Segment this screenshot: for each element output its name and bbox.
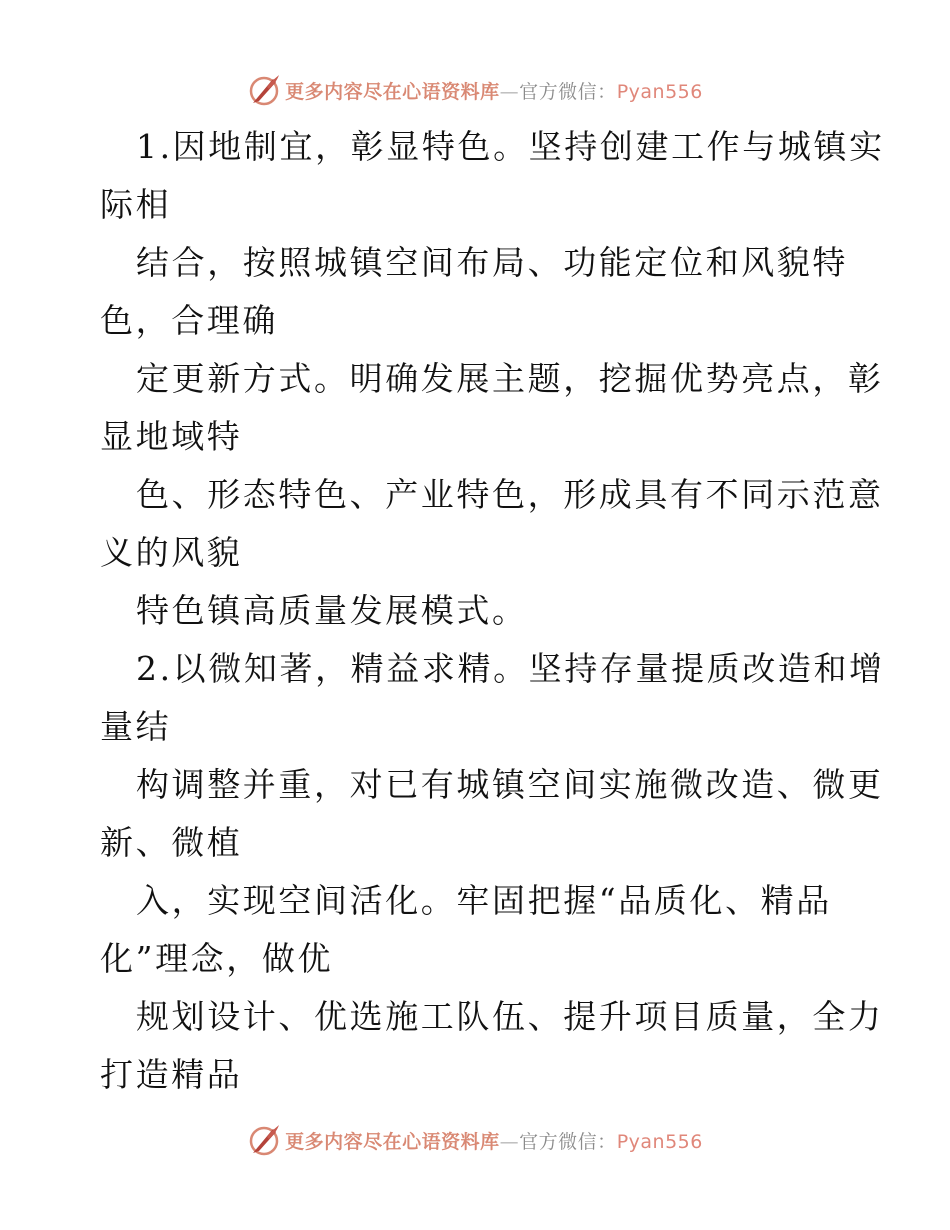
text-line: 义的风貌 [100, 533, 243, 572]
separator: — [499, 80, 520, 103]
separator: — [499, 1130, 520, 1153]
text-line: 显地域特 [100, 417, 243, 456]
text-line: 色，合理确 [100, 301, 278, 340]
text-line: 规划设计、优选施工队伍、提升项目质量，全力 [136, 997, 884, 1036]
wechat-id: Pyan556 [616, 1130, 703, 1153]
brand-text: 更多内容尽在心语资料库 [285, 1130, 500, 1153]
watermark-group [247, 73, 703, 107]
header-watermark [0, 70, 950, 110]
text-line: 化”理念，做优 [100, 939, 334, 978]
text-line: 色、形态特色、产业特色，形成具有不同示范意 [136, 475, 884, 514]
text-line: 构调整并重，对已有城镇空间实施微改造、微更 [136, 765, 884, 804]
text-line: 打造精品 [100, 1055, 243, 1094]
text-line: 入，实现空间活化。牢固把握“品质化、精品 [136, 881, 832, 920]
wechat-id: Pyan556 [616, 80, 703, 103]
text-line: 1.因地制宜，彰显特色。坚持创建工作与城镇实 [136, 127, 885, 166]
brand-text: 更多内容尽在心语资料库 [285, 80, 500, 103]
text-line: 量结 [100, 707, 172, 746]
footer-watermark [0, 1120, 950, 1160]
quill-pen-logo-icon [247, 1123, 281, 1157]
wechat-label: 官方微信： [519, 80, 617, 103]
text-line: 新、微植 [100, 823, 243, 862]
text-line: 结合，按照城镇空间布局、功能定位和风貌特 [136, 243, 848, 282]
watermark-text [285, 1127, 703, 1154]
text-line: 2.以微知著，精益求精。坚持存量提质改造和增 [136, 649, 885, 688]
watermark-group [247, 1123, 703, 1157]
text-line: 定更新方式。明确发展主题，挖掘优势亮点，彰 [136, 359, 884, 398]
watermark-text [285, 77, 703, 104]
quill-pen-logo-icon [247, 73, 281, 107]
wechat-label: 官方微信： [519, 1130, 617, 1153]
text-line: 际相 [100, 185, 172, 224]
text-line: 特色镇高质量发展模式。 [136, 591, 528, 630]
